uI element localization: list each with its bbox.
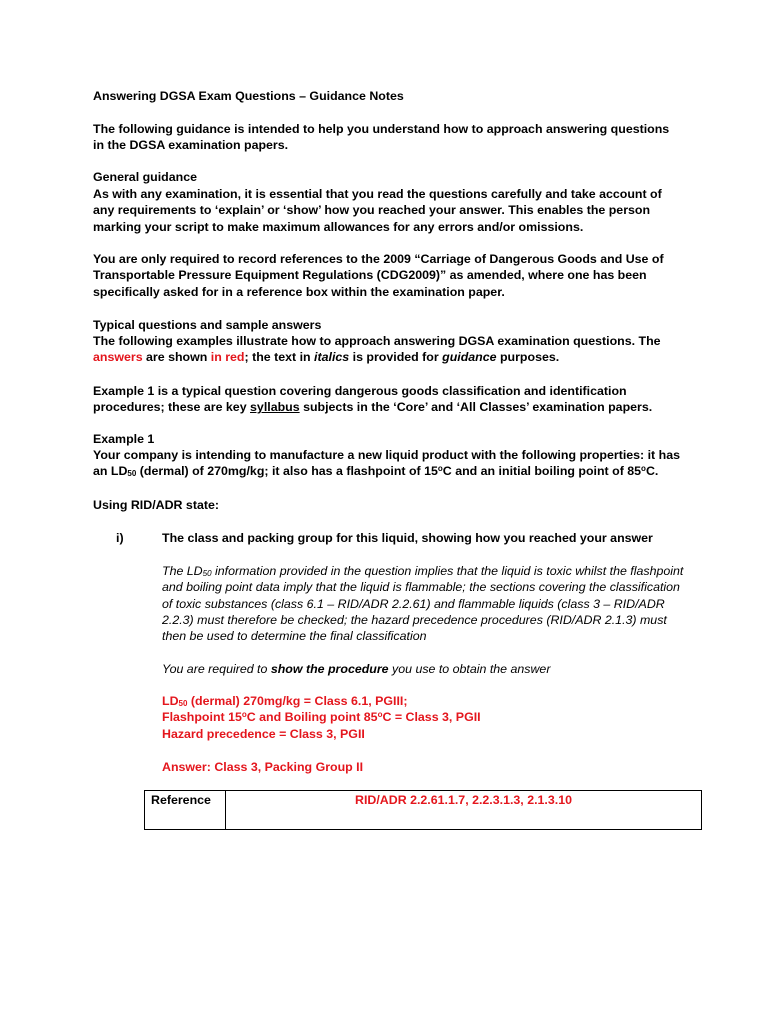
- intro-paragraph: The following guidance is intended to help you understand how to approach answering questions in the DGSA examination papers.: [93, 122, 670, 153]
- general-guidance-heading: General guidance: [93, 170, 197, 184]
- reference-label: Reference: [145, 791, 226, 830]
- final-answer: Answer: Class 3, Packing Group II: [162, 760, 364, 774]
- typical-questions-paragraph: The following examples illustrate how to approach answering DGSA examination questions. The answers are shown in red; the text in italics is provided for guidance purposes.: [93, 334, 661, 365]
- example-intro-paragraph: Example 1 is a typical question covering dangerous goods classification and identification procedures; these are key syllabus subjects in the ‘Core’ and ‘All Classes’ examination papers.: [93, 384, 653, 415]
- general-guidance-paragraph: As with any examination, it is essential that you read the questions carefully and take account of any requirements to ‘explain’ or ‘show’ how you reached your answer. This enables the person marking your script to make maximum allowances for any errors and/or omissions.: [93, 187, 662, 234]
- answers-red-word: answers: [93, 350, 143, 365]
- required-procedure-line: You are required to show the procedure you use to obtain the answer: [162, 662, 551, 676]
- guidance-italic-paragraph: The $LD_{50}$ information provided in the question implies that the liquid is toxic whilst the flashpoint and boiling point data imply that the liquid is flammable; the sections covering the classification of toxic substances (class 6.1 – RID/ADR 2.2.61) and flammable liquids (class 3 – RID/ADR 2.2.3) must therefore be checked; the hazard precedence procedures (RID/ADR 2.1.3) must then be used to determine the final classification: [162, 564, 684, 644]
- example1-question: Your company is intending to manufacture a new liquid product with the following properties: it has an $LD_{50}$ (dermal) of 270mg/kg; it also has a flashpoint of 15$^o$C and an initial boiling point of 85$^o$C.: [93, 448, 680, 479]
- page-title: Answering DGSA Exam Questions – Guidance Notes: [93, 89, 404, 103]
- syllabus-underlined: syllabus: [250, 400, 300, 415]
- question-number: i): [116, 531, 124, 545]
- reference-box: [144, 790, 702, 830]
- question-i-text: The class and packing group for this liquid, showing how you reached your answer: [162, 531, 653, 545]
- example1-heading: Example 1: [93, 432, 155, 446]
- reference-value: RID/ADR 2.2.61.1.7, 2.2.3.1.3, 2.1.3.10: [226, 791, 702, 830]
- typical-questions-heading: Typical questions and sample answers: [93, 318, 322, 332]
- using-rid-adr: Using RID/ADR state:: [93, 498, 219, 512]
- answer-working: $LD_{50}$ (dermal) 270mg/kg = Class 6.1, PGIII; Flashpoint 15$^o$C and Boiling point $85^oC$ = Class 3, PGII Hazard precedence = Class 3, PGII: [162, 694, 481, 741]
- in-red-phrase: in red: [210, 350, 245, 365]
- references-paragraph: You are only required to record references to the 2009 “Carriage of Dangerous Goods and Use of Transportable Pressure Equipment Regulations (CDG2009)” as amended, where one has been specifically asked for in a reference box within the examination paper.: [93, 252, 664, 299]
